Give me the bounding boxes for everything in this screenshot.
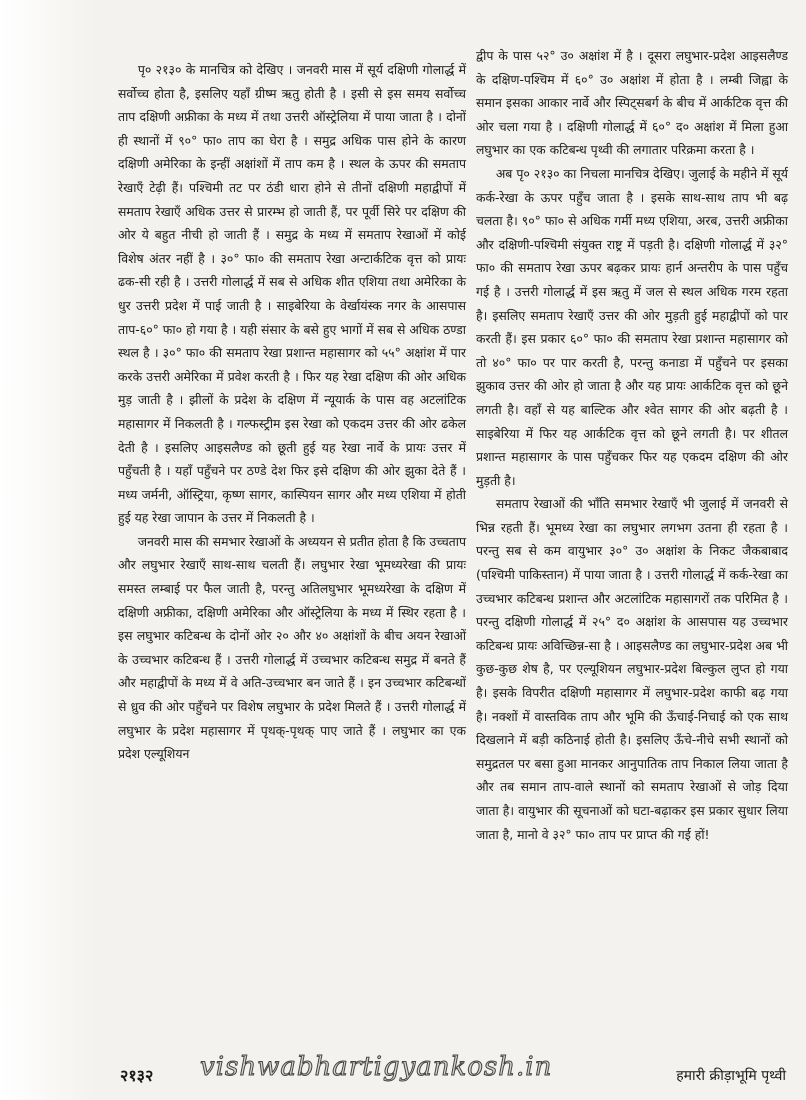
paragraph-january-isobars: जनवरी मास की समभार रेखाओं के अध्ययन से प्रतीत होता है कि उच्चताप और लघुभार रेखाएँ साथ-साथ चलती हैं। लघुभार रेखा भूमध्यरेखा की प्रायः समस्त लम्बाई पर फैल जाती है, परन्तु अतिलघुभार भूमध्यरेखा के दक्षिण में दक्षिणी अफ्रीका, दक्षिणी अमेरिका और ऑस्ट्रेलिया के मध्य में स्थिर रहता है । इस लघुभार कटिबन्ध के दोनों ओर २० और ४० अक्षांशों के बीच अयन रेखाओं के उच्चभार कटिबन्ध हैं । उत्तरी गोलार्द्ध में उच्चभार कटिबन्ध समुद्र में बनते हैं और महाद्वीपों के मध्य में वे अति-उच्चभार बन जाते हैं । इन उच्चभार कटिबन्धों से ध्रुव की ओर पहुँचने पर विशेष लघुभार के प्रदेश मिलते हैं । उत्तरी गोलार्द्ध में लघुभार के प्रदेश महासागर में पृथक्-पृथक् पाए जाते हैं । लघुभार का एक प्रदेश एल्यूशियन bbox=[118, 533, 466, 762]
paragraph-january-isotherms: पृ० २१३० के मानचित्र को देखिए । जनवरी मास में सूर्य दक्षिणी गोलार्द्ध में सर्वोच्च होता है, इसलिए यहाँ ग्रीष्म ऋतु होती है । इसी से इस समय सर्वोच्च ताप दक्षिणी अफ्रीका के मध्य में तथा उत्तरी ऑस्ट्रेलिया में पाया जाता है । दोनों ही स्थानों में ९०° फा० ताप का घेरा है । समुद्र अधिक पास होने के कारण दक्षिणी अमेरिका के इन्हीं अक्षांशों में ताप कम है । स्थल के ऊपर की समताप रेखाएँ टेढ़ी हैं। पश्चिमी तट पर ठंडी धारा होने से तीनों दक्षिणी महाद्वीपों में समताप रेखाएँ अधिक उत्तर से प्रारम्भ हो जाती हैं, पर पूर्वी सिरे पर दक्षिण की ओर ये बहुत नीची हो जाती हैं । समुद्र के मध्य में समताप रेखाओं में कोई विशेष अंतर नहीं है । ३०° फा० की समताप रेखा अन्टार्कटिक वृत्त को प्रायः ढक-सी रही है । उत्तरी गोलार्द्ध में सब से अधिक शीत एशिया तथा अमेरिका के धुर उत्तरी प्रदेश में पाई जाती है । साइबेरिया के वेर्खायंस्क नगर के आसपास ताप-६०° फा० हो गया है । यही संसार के बसे हुए भागों में सब से अधिक ठण्डा स्थल है । ३०° फा० की समताप रेखा प्रशान्त महासागर को ५५° अक्षांश में पार करके उत्तरी अमेरिका में प्रवेश करती है । फिर यह रेखा दक्षिण की ओर अधिक मुड़ जाती है । झीलों के प्रदेश के दक्षिण में न्यूयार्क के पास वह अटलांटिक महासागर में निकलती है । गल्फस्ट्रीम इस रेखा को एकदम उत्तर की ओर ढकेल देती है । इसलिए आइसलैण्ड को छूती हुई यह रेखा नार्वे के प्रायः उत्तर में पहुँचती है । यहाँ पहुँचने पर ठण्डे देश फिर इसे दक्षिण की ओर झुका देते हैं । मध्य जर्मनी, ऑस्ट्रिया, कृष्ण सागर, कास्पियन सागर और मध्य एशिया में होती हुई यह रेखा जापान के उत्तर में निकलती है । bbox=[118, 62, 467, 526]
paragraph-july-isobars: समताप रेखाओं की भाँति समभार रेखाएँ भी जुलाई में जनवरी से भिन्न रहती हैं। भूमध्य रेखा का लघुभार लगभग उतना ही रहता है । परन्तु सब से कम वायुभार ३०° उ० अक्षांश के निकट जैकबाबाद (पश्चिमी पाकिस्तान) में पाया जाता है । उत्तरी गोलार्द्ध में कर्क-रेखा का उच्चभार कटिबन्ध प्रशान्त और अटलांटिक महासागरों तक परिमित है । परन्तु दक्षिणी गोलार्द्ध में २५° द० अक्षांश के आसपास यह उच्चभार कटिबन्ध प्रायः अविच्छिन्न-सा है । आइसलैण्ड का लघुभार-प्रदेश अब भी कुछ-कुछ शेष है, पर एल्यूशियन लघुभार-प्रदेश बिल्कुल लुप्त हो गया है। इसके विपरीत दक्षिणी महासागर में लघुभार-प्रदेश काफी बढ़ गया है। नक्शों में वास्तविक ताप और भूमि की ऊँचाई-निचाई को एक साथ दिखलाने में बड़ी कठिनाई होती है। इसलिए ऊँचे-नीचे सभी स्थानों को समुद्रतल पर बसा हुआ मानकर आनुपातिक ताप निकाल लिया जाता है और तब समान ताप-वाले स्थानों को समताप रेखाओं से जोड़ दिया जाता है। वायुभार की सूचनाओं को घटा-बढ़ाकर इस प्रकार सुधार लिया जाता है, मानो वे ३२° फा० ताप पर प्राप्त की गई हों! bbox=[476, 496, 788, 842]
left-column bbox=[118, 58, 466, 766]
right-column bbox=[476, 44, 788, 846]
running-title: हमारी क्रीड़ाभूमि पृथ्वी bbox=[676, 1068, 786, 1084]
watermark: vishwabhartigyankosh.in bbox=[200, 1052, 553, 1082]
scan-margin bbox=[0, 0, 96, 1100]
paragraph-low-pressure-continued: द्वीप के पास ५२° उ० अक्षांश में है । दूसरा लघुभार-प्रदेश आइसलैण्ड के दक्षिण-पश्चिम में ६०° उ० अक्षांश में होता है । लम्बी जिह्वा के समान इसका आकार नार्वे और स्पिट्सबर्ग के बीच में आर्कटिक वृत्त की ओर चला गया है । दक्षिणी गोलार्द्ध में ६०° द० अक्षांश में मिला हुआ लघुभार का एक कटिबन्ध पृथ्वी की लगातार परिक्रमा करता है । bbox=[476, 48, 788, 158]
paragraph-july-isotherms: अब पृ० २१३० का निचला मानचित्र देखिए। जुलाई के महीने में सूर्य कर्क-रेखा के ऊपर पहुँच जाता है । इसके साथ-साथ ताप भी बढ़ चलता है। ९०° फा० से अधिक गर्मी मध्य एशिया, अरब, उत्तरी अफ्रीका और दक्षिणी-पश्चिमी संयुक्त राष्ट्र में पड़ती है। दक्षिणी गोलार्द्ध में ३२° फा० की समताप रेखा ऊपर बढ़कर प्रायः हार्न अन्तरीप के पास पहुँच गई है । उत्तरी गोलार्द्ध में इस ऋतु में जल से स्थल अधिक गरम रहता है। इसलिए समताप रेखाएँ उत्तर की ओर मुड़ती हुई महाद्वीपों को पार करती हैं। इस प्रकार ६०° फा० की समताप रेखा प्रशान्त महासागर को तो ४०° फा० पर पार करती है, परन्तु कनाडा में पहुँचने पर इसका झुकाव उत्तर की ओर हो जाता है और यह प्रायः आर्कटिक वृत्त को छूने लगती है। वहाँ से यह बाल्टिक और श्वेत सागर की ओर बढ़ती है । साइबेरिया में फिर यह आर्कटिक वृत्त को छूने लगती है। पर शीतल प्रशान्त महासागर के पास पहुँचकर फिर यह एकदम दक्षिण की ओर मुड़ती है। bbox=[476, 165, 788, 488]
page-number: २१३२ bbox=[120, 1066, 154, 1085]
